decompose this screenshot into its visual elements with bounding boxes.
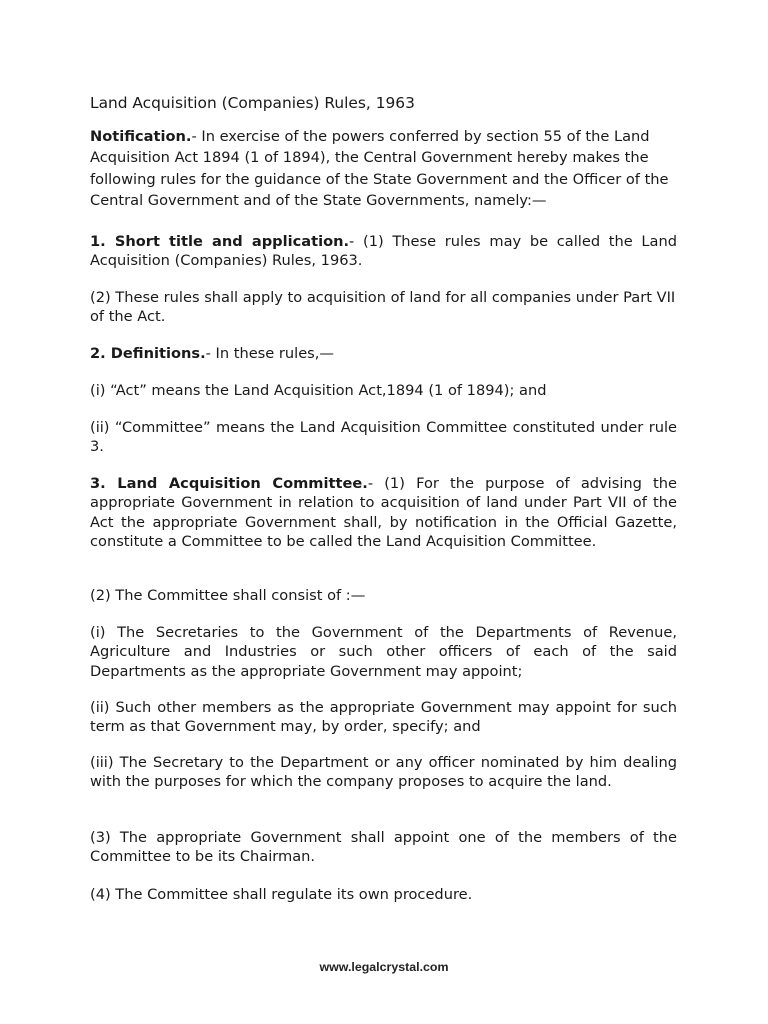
- rule-3-item-iii: (iii) The Secretary to the Department or any officer nominated by him dealing with the purposes for which the company proposes to acquire the land.: [90, 754, 677, 791]
- rule-1-text-2: (2) These rules shall apply to acquisition of land for all companies under Part VII of the Act.: [90, 289, 676, 326]
- notification-paragraph: [90, 126, 677, 211]
- document-title: Land Acquisition (Companies) Rules, 1963: [90, 94, 415, 112]
- rule-2-item-ii: (ii) “Committee” means the Land Acquisition Committee constituted under rule 3.: [90, 419, 677, 456]
- rule-3-text-2: (2) The Committee shall consist of :—: [90, 587, 366, 604]
- rule-1-paragraph: [90, 232, 677, 271]
- rule-1-text-1: - (1) These rules may be called the Land Acquisition (Companies) Rules, 1963.: [90, 233, 677, 270]
- rule-3-item-ii: (ii) Such other members as the appropriate Government may appoint for such term as that Government may, by order, specify; and: [90, 699, 677, 736]
- rule-2-item-i: (i) “Act” means the Land Acquisition Act,1894 (1 of 1894); and: [90, 382, 547, 399]
- rule-3-text-4: (4) The Committee shall regulate its own procedure.: [90, 886, 473, 903]
- rule-2-paragraph: [90, 344, 677, 363]
- rule-1-heading: 1. Short title and application.: [90, 233, 350, 250]
- rule-3-text-3: (3) The appropriate Government shall appoint one of the members of the Committee to be its Chairman.: [90, 829, 677, 866]
- rule-3-heading: 3. Land Acquisition Committee.: [90, 475, 368, 492]
- notification-text: - In exercise of the powers conferred by section 55 of the Land Acquisition Act 1894 (1 of 1894), the Central Government hereby makes the following rules for the guidance of the State Government and the Officer of the Central Government and of the State Governments, namely:—: [90, 128, 669, 209]
- rule-2-heading: 2. Definitions.: [90, 345, 206, 362]
- rule-2-text: - In these rules,—: [205, 345, 335, 362]
- notification-heading: Notification.: [90, 128, 192, 145]
- rule-3-text-1: - (1) For the purpose of advising the appropriate Government in relation to acquisition of land under Part VII of the Act the appropriate Government shall, by notification in the Official Gazette, constitute a Committee to be called the Land Acquisition Committee.: [90, 475, 678, 550]
- rule-3-item-i: (i) The Secretaries to the Government of the Departments of Revenue, Agriculture and Industries or such other officers of each of the said Departments as the appropriate Government may appoint;: [90, 624, 677, 680]
- rule-3-paragraph: [90, 474, 677, 551]
- footer-website: www.legalcrystal.com: [319, 960, 449, 974]
